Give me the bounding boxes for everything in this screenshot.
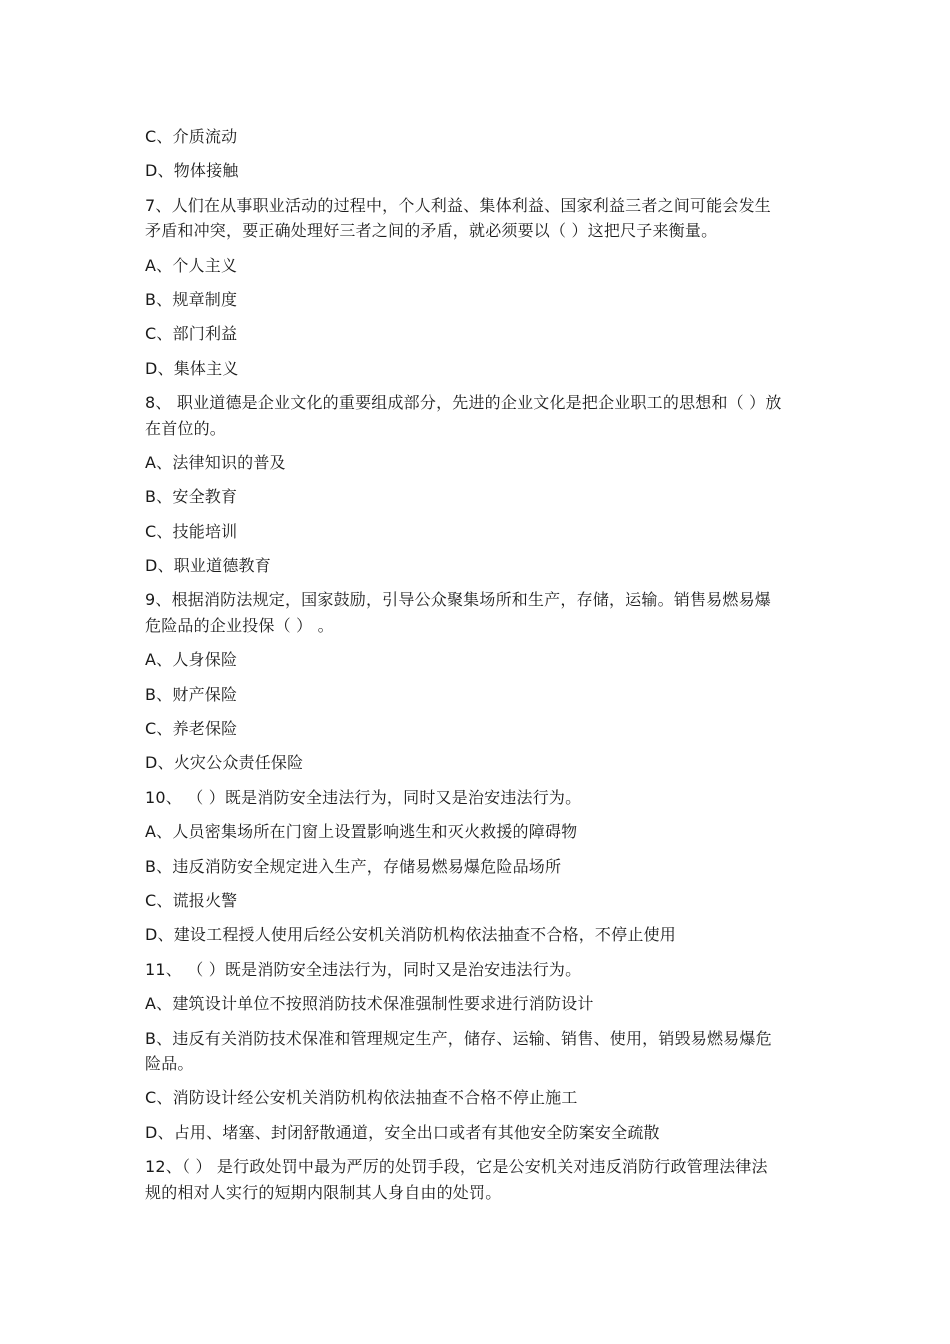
option-c-q10: C、谎报火警 — [145, 891, 238, 910]
question-12-line-1: 12、（ ） 是行政处罚中最为严厉的处罚手段，它是公安机关对违反消防行政管理法律法 — [145, 1157, 768, 1176]
option-a-q8: A、法律知识的普及 — [145, 453, 286, 472]
question-9-line-2: 危险品的企业投保（ ） 。 — [145, 616, 334, 635]
option-c-q7: C、部门利益 — [145, 324, 238, 343]
question-9-line-1: 9、根据消防法规定，国家鼓励，引导公众聚集场所和生产，存储，运输。销售易燃易爆 — [145, 590, 771, 609]
question-7-line-1: 7、人们在从事职业活动的过程中，个人利益、集体利益、国家利益三者之间可能会发生 — [145, 196, 771, 215]
option-a-q11: A、建筑设计单位不按照消防技术保准强制性要求进行消防设计 — [145, 994, 594, 1013]
option-c-q6: C、介质流动 — [145, 127, 238, 146]
option-d-q8: D、职业道德教育 — [145, 556, 271, 575]
question-11: 11、 （ ）既是消防安全违法行为，同时又是治安违法行为。 — [145, 960, 582, 979]
option-a-q10: A、人员密集场所在门窗上设置影响逃生和灭火救援的障碍物 — [145, 822, 578, 841]
option-d-q9: D、火灾公众责任保险 — [145, 753, 304, 772]
option-c-q9: C、养老保险 — [145, 719, 238, 738]
option-b-q11-line-2: 险品。 — [145, 1054, 194, 1073]
option-d-q7: D、集体主义 — [145, 359, 239, 378]
option-d-q6: D、物体接触 — [145, 161, 239, 180]
question-12-line-2: 规的相对人实行的短期内限制其人身自由的处罚。 — [145, 1183, 502, 1202]
option-d-q10: D、建设工程授人使用后经公安机关消防机构依法抽查不合格，不停止使用 — [145, 925, 676, 944]
question-10: 10、 （ ）既是消防安全违法行为，同时又是治安违法行为。 — [145, 788, 582, 807]
question-7-line-2: 矛盾和冲突，要正确处理好三者之间的矛盾，就必须要以（ ）这把尺子来衡量。 — [145, 221, 718, 240]
option-b-q9: B、财产保险 — [145, 685, 238, 704]
option-b-q11-line-1: B、违反有关消防技术保准和管理规定生产，储存、运输、销售、使用，销毁易燃易爆危 — [145, 1029, 772, 1048]
option-c-q11: C、消防设计经公安机关消防机构依法抽查不合格不停止施工 — [145, 1088, 578, 1107]
option-b-q8: B、安全教育 — [145, 487, 238, 506]
question-8-line-1: 8、 职业道德是企业文化的重要组成部分，先进的企业文化是把企业职工的思想和（ ）放 — [145, 393, 782, 412]
option-b-q10: B、违反消防安全规定进入生产，存储易燃易爆危险品场所 — [145, 857, 562, 876]
option-a-q9: A、人身保险 — [145, 650, 238, 669]
option-c-q8: C、技能培训 — [145, 522, 238, 541]
option-d-q11: D、占用、堵塞、封闭舒散通道，安全出口或者有其他安全防案安全疏散 — [145, 1123, 660, 1142]
option-a-q7: A、个人主义 — [145, 256, 238, 275]
option-b-q7: B、规章制度 — [145, 290, 238, 309]
question-8-line-2: 在首位的。 — [145, 419, 227, 438]
